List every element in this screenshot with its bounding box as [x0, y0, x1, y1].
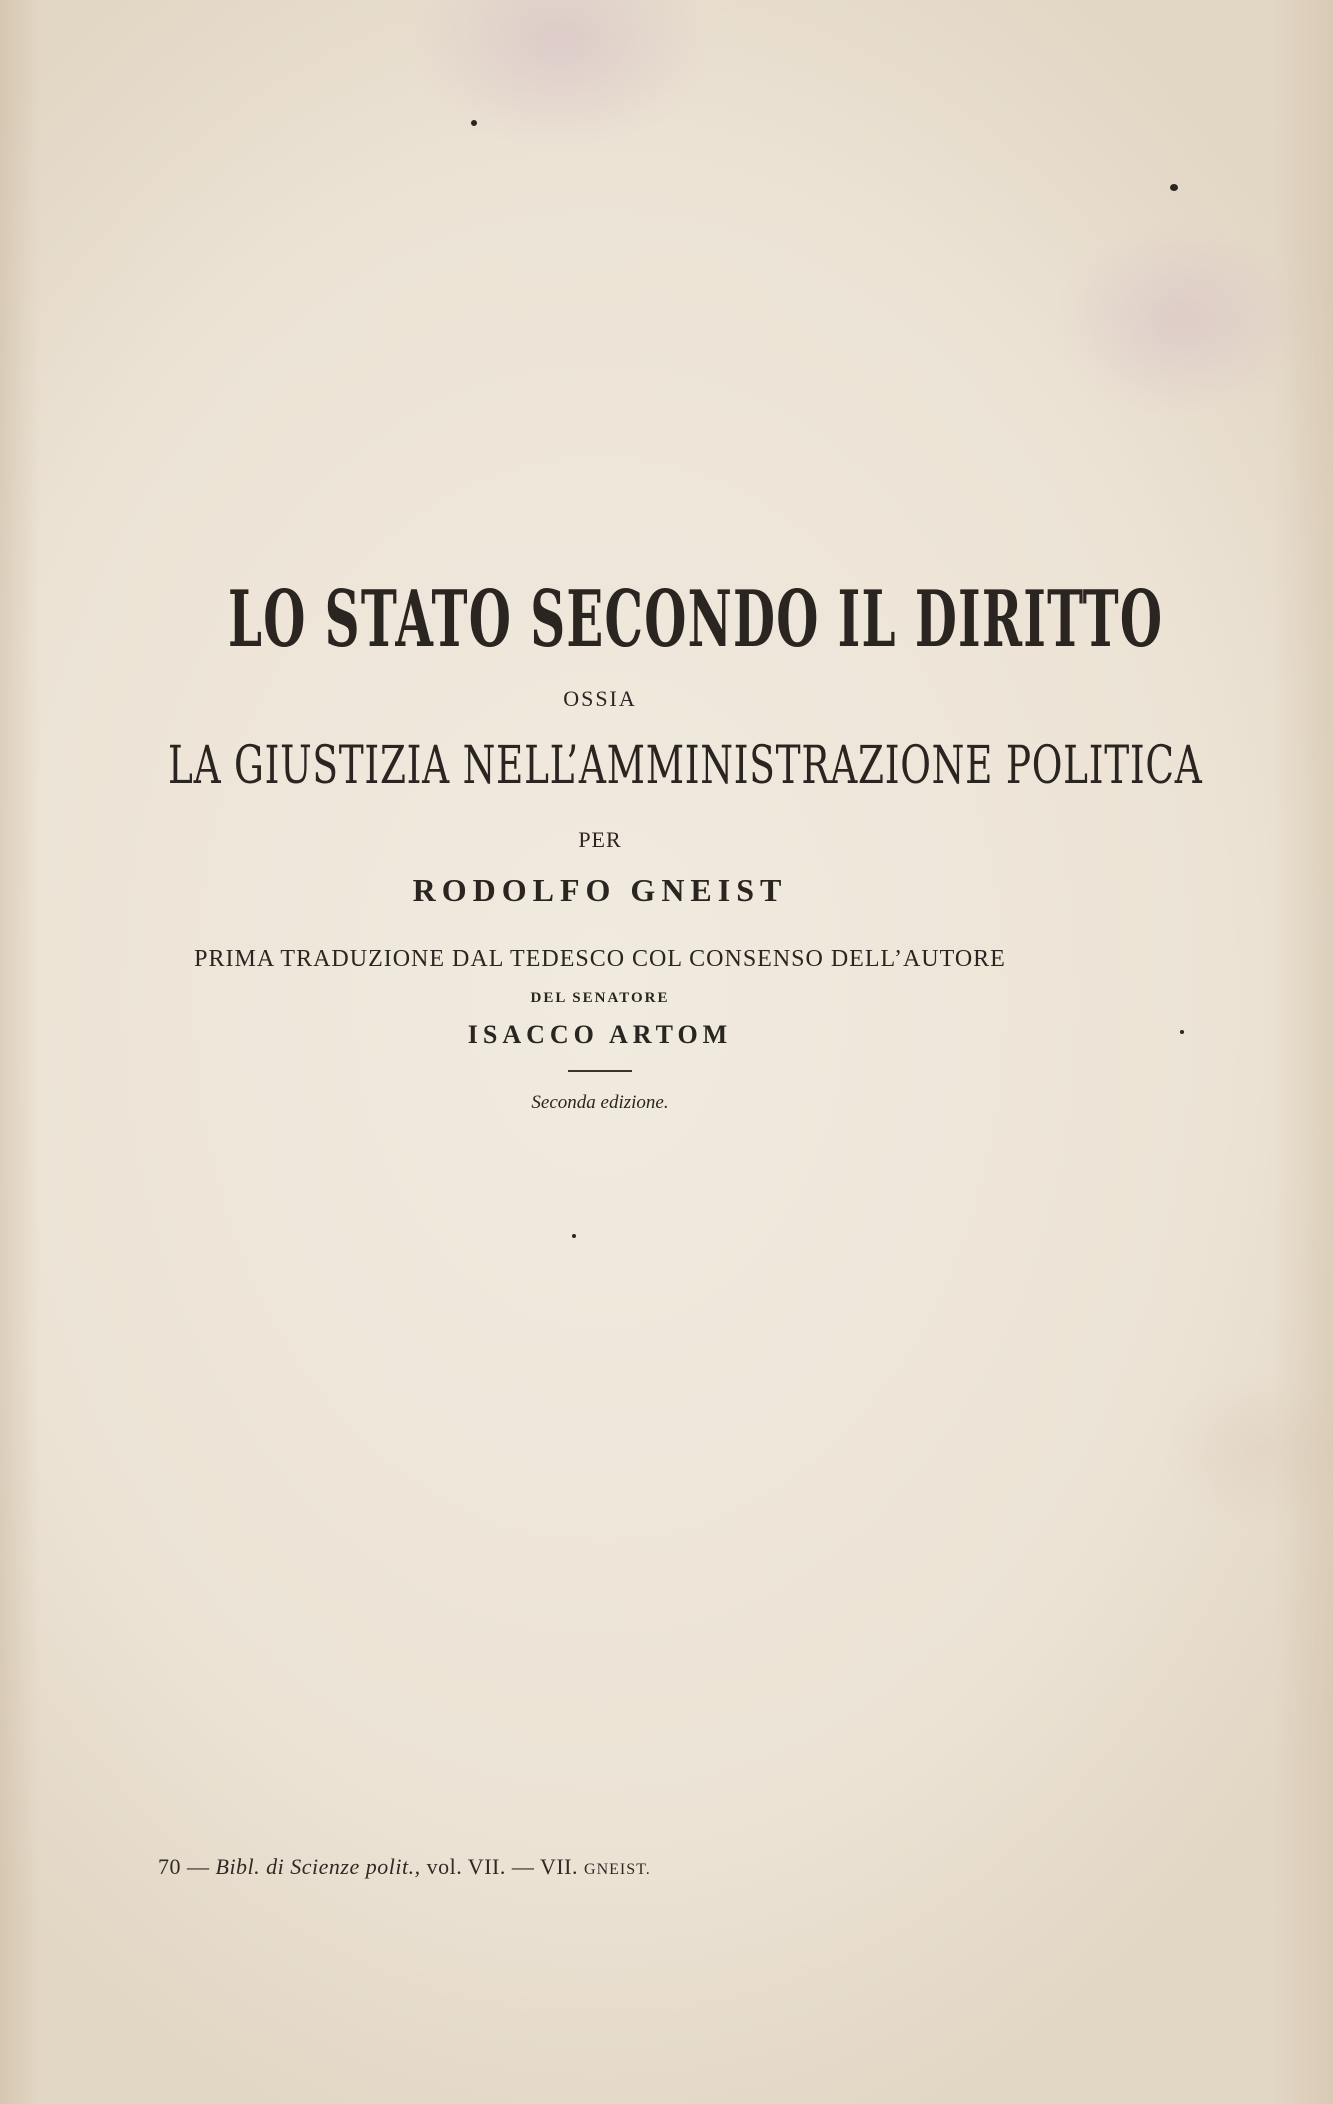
ink-speck	[572, 1234, 576, 1238]
volume-number: vol. VII.	[426, 1854, 506, 1879]
edition-note: Seconda edizione.	[531, 1092, 669, 1113]
ossia-connector: OSSIA	[563, 686, 637, 711]
translation-note: PRIMA TRADUZIONE DAL TEDESCO COL CONSENSO DELL’AUTORE	[194, 946, 1006, 972]
ink-speck	[1170, 184, 1178, 191]
footer-dash: —	[511, 1854, 535, 1879]
translator-prefix: DEL SENATORE	[530, 990, 670, 1006]
translator-name: ISACCO ARTOM	[467, 1020, 733, 1049]
author-name: RODOLFO GNEIST	[412, 872, 788, 908]
signature-number: 70	[158, 1854, 181, 1879]
per-label: PER	[578, 827, 622, 852]
title-block	[0, 570, 1203, 1116]
series-name: Bibl. di Scienze polit.,	[215, 1854, 421, 1879]
ink-speck	[471, 120, 477, 126]
main-title: LO STATO SECONDO IL DIRITTO	[228, 574, 1164, 665]
signature-footer	[158, 1854, 651, 1880]
author-short: GNEIST.	[584, 1861, 651, 1878]
divider-rule	[568, 1070, 632, 1072]
footer-dash: —	[187, 1854, 210, 1879]
subtitle: LA GIUSTIZIA NELL’AMMINISTRAZIONE POLITICA	[167, 736, 1203, 796]
sheet-number: VII.	[539, 1854, 579, 1879]
